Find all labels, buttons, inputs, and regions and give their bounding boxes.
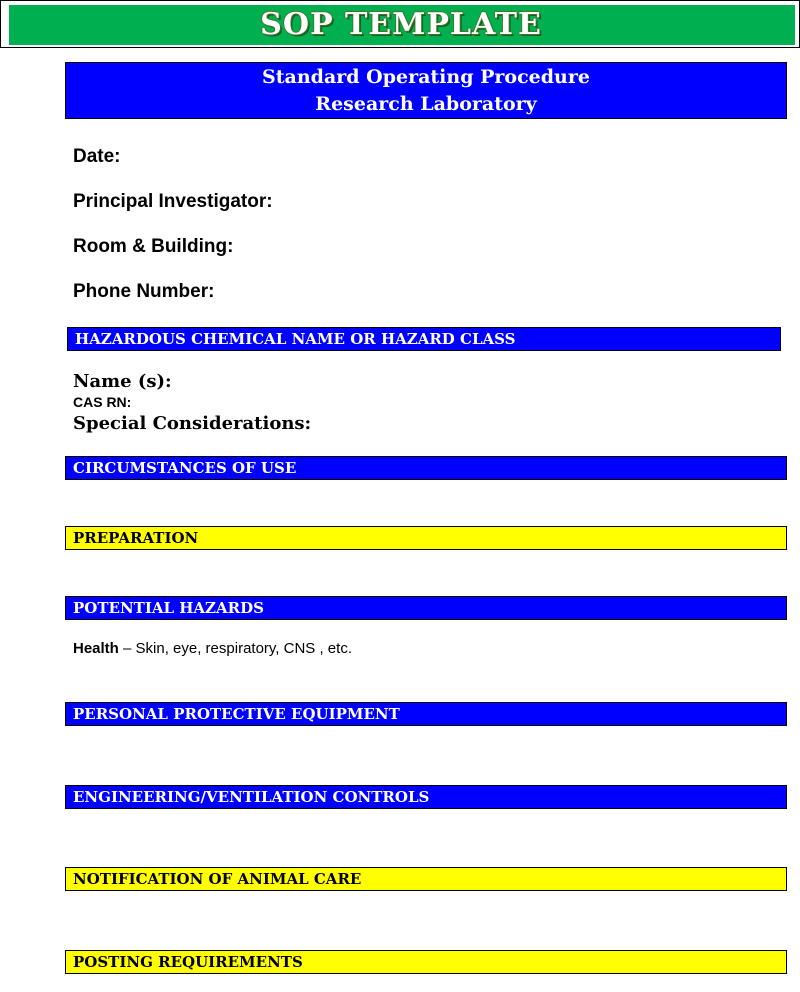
chemical-name-label: Name (s): [73, 371, 172, 392]
section-personal-protective-equipment: PERSONAL PROTECTIVE EQUIPMENT [65, 702, 787, 726]
principal-investigator-label: Principal Investigator: [73, 191, 273, 212]
health-description: – Skin, eye, respiratory, CNS , etc. [118, 640, 352, 657]
health-label: Health [73, 640, 119, 657]
section-notification-of-animal-care: NOTIFICATION OF ANIMAL CARE [65, 867, 787, 891]
section-posting-requirements: POSTING REQUIREMENTS [65, 950, 787, 974]
date-label: Date: [73, 146, 121, 167]
section-hazardous-chemical: HAZARDOUS CHEMICAL NAME OR HAZARD CLASS [67, 327, 781, 351]
title-banner [0, 0, 800, 48]
room-building-label: Room & Building: [73, 236, 234, 257]
section-engineering-ventilation-controls: ENGINEERING/VENTILATION CONTROLS [65, 785, 787, 809]
header-line-1: Standard Operating Procedure [262, 66, 590, 88]
phone-number-label: Phone Number: [73, 281, 215, 302]
page-title: SOP TEMPLATE [260, 7, 542, 42]
section-circumstances-of-use: CIRCUMSTANCES OF USE [65, 456, 787, 480]
cas-rn-label: CAS RN: [73, 394, 132, 410]
special-considerations-label: Special Considerations: [73, 413, 312, 434]
header-line-2: Research Laboratory [315, 93, 537, 115]
section-potential-hazards: POTENTIAL HAZARDS [65, 596, 787, 620]
section-preparation: PREPARATION [65, 526, 787, 550]
procedure-header [65, 62, 787, 119]
health-hazards-text [73, 640, 352, 657]
